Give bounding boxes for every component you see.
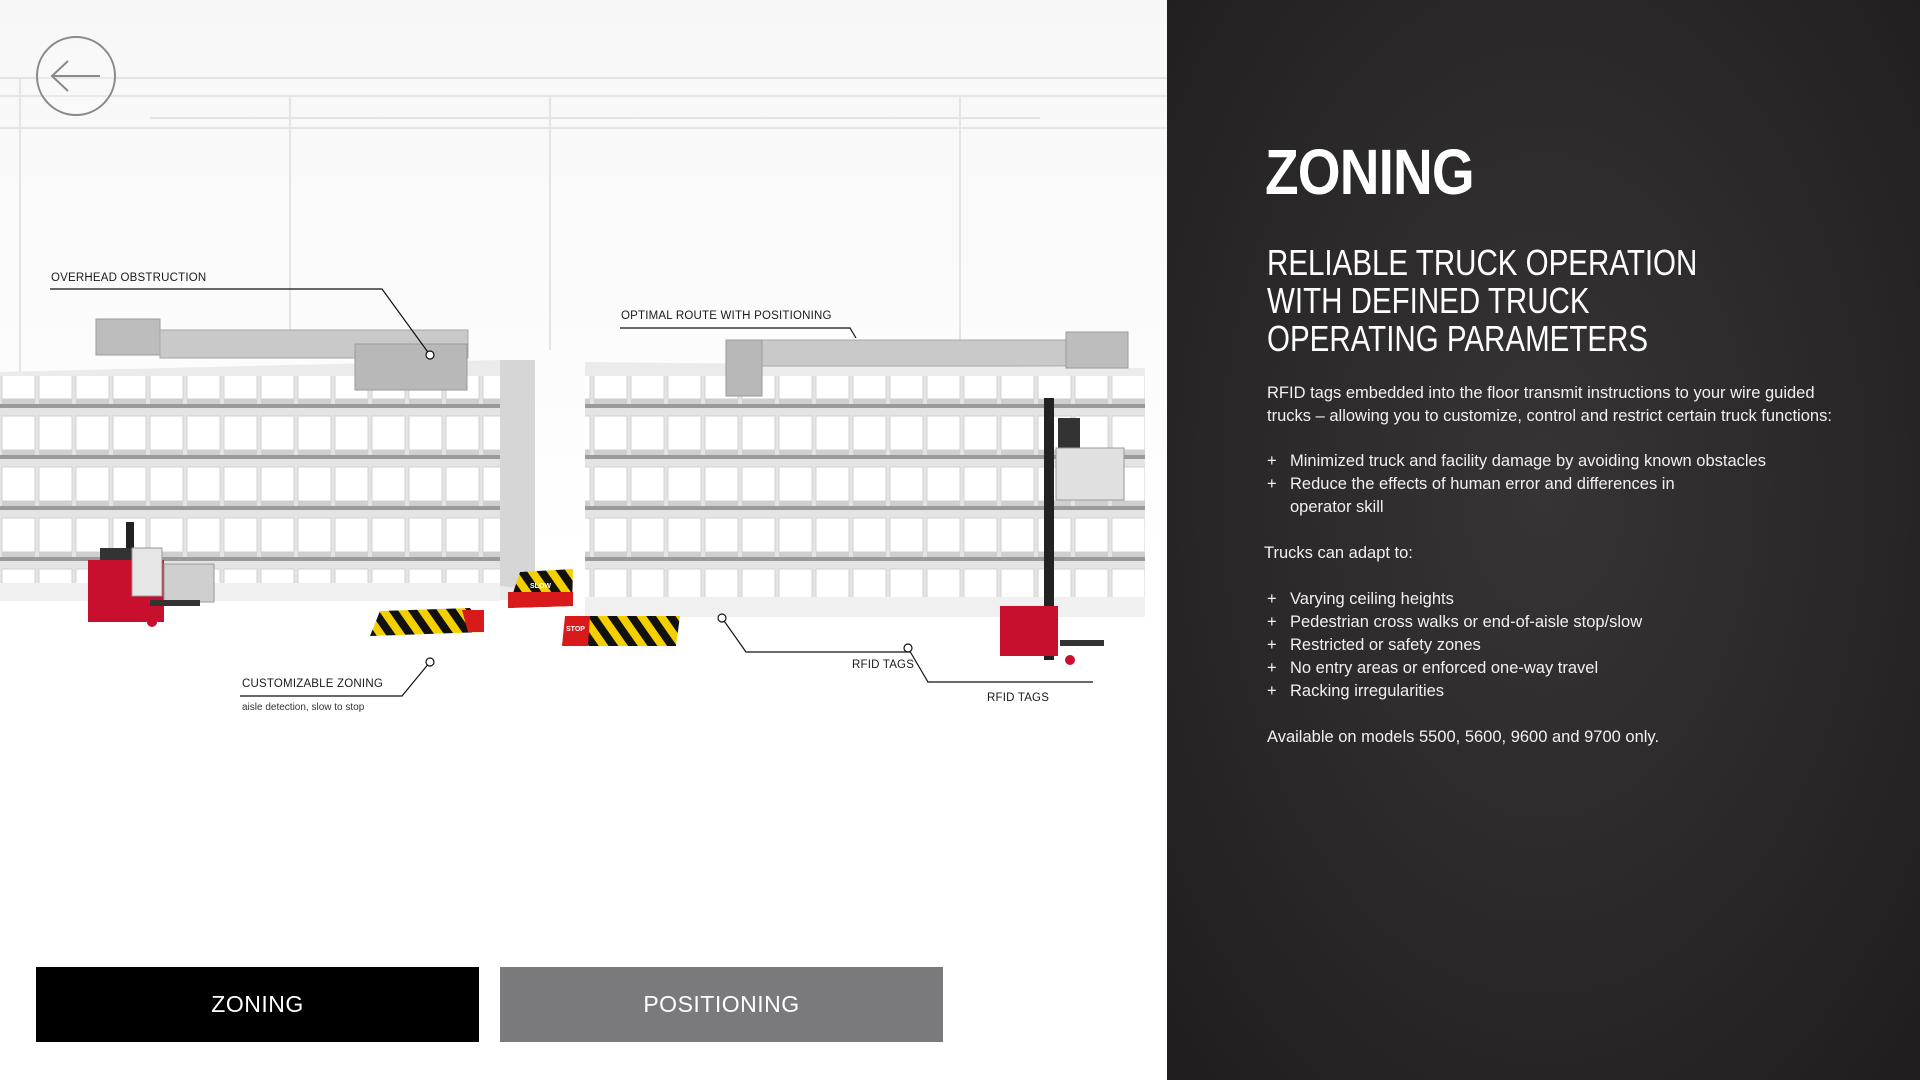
callout-rfid-tags-2: RFID TAGS — [987, 692, 1050, 704]
list-item: + Pedestrian cross walks or end-of-aisle stop/slow — [1267, 611, 1887, 634]
adapt-list — [1267, 588, 1887, 703]
subtitle-line: WITH DEFINED TRUCK — [1267, 280, 1590, 321]
tab-positioning[interactable]: POSITIONING — [500, 967, 943, 1042]
list-item: + Reduce the effects of human error and differences in — [1267, 473, 1887, 496]
floor-slow-label: SLOW — [530, 583, 551, 590]
callout-overhead-obstruction: OVERHEAD OBSTRUCTION — [51, 272, 207, 284]
callout-optimal-route: OPTIMAL ROUTE WITH POSITIONING — [621, 310, 832, 322]
arrow-left-icon — [48, 58, 104, 94]
back-button[interactable] — [36, 36, 116, 116]
callout-rfid-tags-1: RFID TAGS — [852, 659, 915, 671]
list-item: + Minimized truck and facility damage by avoiding known obstacles — [1267, 450, 1887, 473]
panel-title: ZONING — [1265, 136, 1474, 208]
adapt-label: Trucks can adapt to: — [1264, 544, 1413, 562]
callout-customizable-zoning: CUSTOMIZABLE ZONING — [242, 678, 383, 690]
panel-subtitle — [1267, 244, 1726, 358]
list-item: + Racking irregularities — [1267, 680, 1887, 703]
floor-stop-label: STOP — [566, 626, 585, 633]
list-item: + No entry areas or enforced one-way travel — [1267, 657, 1887, 680]
availability-note: Available on models 5500, 5600, 9600 and 9700 only. — [1267, 728, 1660, 746]
left-rack — [0, 360, 535, 601]
benefit-continuation: operator skill — [1290, 498, 1384, 516]
subtitle-line: RELIABLE TRUCK OPERATION — [1267, 242, 1698, 283]
intro-line: RFID tags embedded into the floor transmit instructions to your wire guided — [1267, 384, 1815, 402]
tab-zoning[interactable]: ZONING — [36, 967, 479, 1042]
subtitle-line: OPERATING PARAMETERS — [1267, 318, 1649, 359]
panel-intro — [1267, 382, 1887, 428]
benefits-list — [1267, 450, 1887, 496]
info-panel — [1167, 0, 1920, 1080]
callout-customizable-zoning-sub: aisle detection, slow to stop — [242, 702, 365, 713]
intro-line: trucks – allowing you to customize, control and restrict certain truck functions: — [1267, 407, 1832, 425]
list-item: + Restricted or safety zones — [1267, 634, 1887, 657]
list-item: + Varying ceiling heights — [1267, 588, 1887, 611]
